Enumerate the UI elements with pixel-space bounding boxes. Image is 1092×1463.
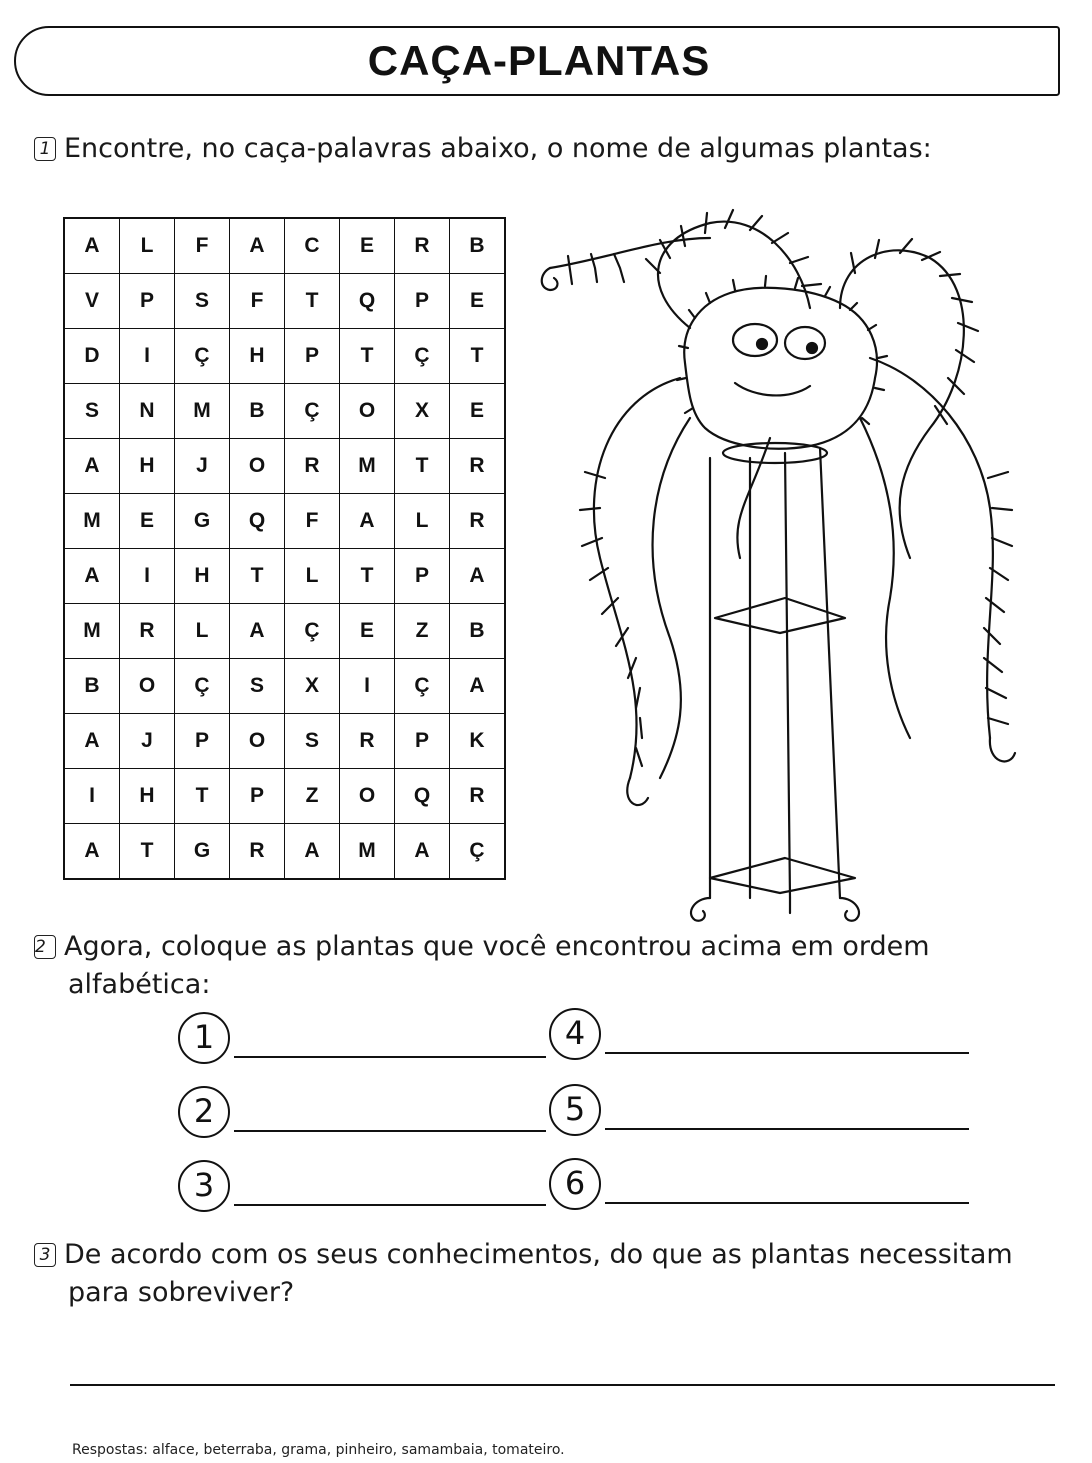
word-search-cell[interactable]: A (64, 714, 120, 769)
word-search-cell[interactable]: O (340, 384, 395, 439)
word-search-cell[interactable]: I (64, 769, 120, 824)
word-search-cell[interactable]: T (120, 824, 175, 880)
word-search-cell[interactable]: F (230, 274, 285, 329)
answer-line-6[interactable] (605, 1202, 969, 1204)
question-number-2: 2 (34, 935, 56, 959)
word-search-cell[interactable]: R (450, 494, 506, 549)
answer-line-2[interactable] (234, 1130, 546, 1132)
answers-note: Respostas: alface, beterraba, grama, pinheiro, samambaia, tomateiro. (72, 1442, 565, 1458)
word-search-cell[interactable]: Z (285, 769, 340, 824)
word-search-cell[interactable]: Ç (395, 329, 450, 384)
answer-number-4: 4 (549, 1008, 601, 1060)
word-search-cell[interactable]: L (175, 604, 230, 659)
word-search-cell[interactable]: T (230, 549, 285, 604)
word-search-cell[interactable]: Q (230, 494, 285, 549)
fern-plant-on-stand-icon (510, 178, 1070, 928)
word-search-cell[interactable]: P (120, 274, 175, 329)
question-3-line-2: para sobreviver? (68, 1277, 295, 1308)
word-search-cell[interactable]: P (395, 714, 450, 769)
word-search-row (64, 274, 505, 329)
question-3-line-1 (34, 1239, 1013, 1270)
question-3-text: De acordo com os seus conhecimentos, do que as plantas necessitam (64, 1239, 1013, 1270)
answer-number-6: 6 (549, 1158, 601, 1210)
word-search-cell[interactable]: A (64, 439, 120, 494)
word-search-cell[interactable]: R (120, 604, 175, 659)
word-search-cell[interactable]: E (450, 384, 506, 439)
question-3-answer-line[interactable] (70, 1384, 1055, 1386)
word-search-cell[interactable]: L (120, 218, 175, 274)
word-search-cell[interactable]: T (175, 769, 230, 824)
word-search-cell[interactable]: R (450, 769, 506, 824)
word-search-cell[interactable]: Q (340, 274, 395, 329)
word-search-grid (63, 217, 506, 880)
word-search-row (64, 824, 505, 880)
question-2-line-1 (34, 931, 930, 962)
word-search-cell[interactable]: M (340, 824, 395, 880)
word-search-cell[interactable]: H (230, 329, 285, 384)
page-title: CAÇA-PLANTAS (367, 37, 711, 84)
word-search-cell[interactable]: R (340, 714, 395, 769)
word-search-cell[interactable]: Ç (285, 384, 340, 439)
word-search-cell[interactable]: T (285, 274, 340, 329)
title-banner (14, 26, 1060, 96)
word-search-cell[interactable]: T (340, 549, 395, 604)
word-search-cell[interactable]: P (395, 549, 450, 604)
word-search-row (64, 329, 505, 384)
word-search-cell[interactable]: J (120, 714, 175, 769)
word-search-cell[interactable]: H (120, 769, 175, 824)
word-search-cell[interactable]: T (450, 329, 506, 384)
word-search-cell[interactable]: I (120, 549, 175, 604)
word-search-cell[interactable]: P (175, 714, 230, 769)
word-search-cell[interactable]: P (285, 329, 340, 384)
answer-number-1: 1 (178, 1012, 230, 1064)
word-search-row (64, 549, 505, 604)
word-search-cell[interactable]: M (64, 604, 120, 659)
word-search-cell[interactable]: Ç (395, 659, 450, 714)
word-search-cell[interactable]: A (395, 824, 450, 880)
word-search-cell[interactable]: G (175, 494, 230, 549)
word-search-cell[interactable]: V (64, 274, 120, 329)
word-search-cell[interactable]: A (450, 549, 506, 604)
question-2-line-2: alfabética: (68, 969, 211, 1000)
word-search-cell[interactable]: Ç (175, 329, 230, 384)
word-search-cell[interactable]: E (340, 218, 395, 274)
word-search-cell[interactable]: H (175, 549, 230, 604)
word-search-cell[interactable]: X (395, 384, 450, 439)
word-search-cell[interactable]: X (285, 659, 340, 714)
word-search-cell[interactable]: I (120, 329, 175, 384)
question-number-3: 3 (34, 1243, 56, 1267)
word-search-cell[interactable]: Z (395, 604, 450, 659)
question-2-text: Agora, coloque as plantas que você encontrou acima em ordem (64, 931, 930, 962)
word-search-cell[interactable]: P (395, 274, 450, 329)
word-search-row (64, 714, 505, 769)
word-search-row (64, 604, 505, 659)
word-search-cell[interactable]: R (395, 218, 450, 274)
word-search-cell[interactable]: R (285, 439, 340, 494)
question-number-1: 1 (34, 137, 56, 161)
word-search-cell[interactable]: A (230, 218, 285, 274)
word-search-cell[interactable]: A (230, 604, 285, 659)
word-search-cell[interactable]: P (230, 769, 285, 824)
word-search-cell[interactable]: B (64, 659, 120, 714)
word-search-cell[interactable]: I (340, 659, 395, 714)
word-search-cell[interactable]: Q (395, 769, 450, 824)
word-search-cell[interactable]: S (175, 274, 230, 329)
word-search-cell[interactable]: O (340, 769, 395, 824)
word-search-cell[interactable]: O (230, 439, 285, 494)
word-search-cell[interactable]: F (175, 218, 230, 274)
word-search-cell[interactable]: M (175, 384, 230, 439)
word-search-cell[interactable]: A (64, 549, 120, 604)
word-search-cell[interactable]: G (175, 824, 230, 880)
word-search-cell[interactable]: Ç (175, 659, 230, 714)
answer-line-3[interactable] (234, 1204, 546, 1206)
word-search-cell[interactable]: M (340, 439, 395, 494)
word-search-row (64, 769, 505, 824)
word-search-cell[interactable]: K (450, 714, 506, 769)
word-search-cell[interactable]: J (175, 439, 230, 494)
word-search-cell[interactable]: Ç (450, 824, 506, 880)
word-search-cell[interactable]: D (64, 329, 120, 384)
word-search-cell[interactable]: O (120, 659, 175, 714)
word-search-cell[interactable]: R (450, 439, 506, 494)
word-search-cell[interactable]: O (230, 714, 285, 769)
word-search-cell[interactable]: A (64, 218, 120, 274)
word-search-cell[interactable]: S (64, 384, 120, 439)
word-search-cell[interactable]: A (340, 494, 395, 549)
word-search-cell[interactable]: L (395, 494, 450, 549)
word-search-cell[interactable]: E (340, 604, 395, 659)
word-search-row (64, 439, 505, 494)
question-1 (34, 130, 932, 168)
answer-line-5[interactable] (605, 1128, 969, 1130)
answer-number-3: 3 (178, 1160, 230, 1212)
word-search-cell[interactable]: B (450, 604, 506, 659)
word-search-row (64, 384, 505, 439)
answer-number-2: 2 (178, 1086, 230, 1138)
word-search-row (64, 659, 505, 714)
word-search-cell[interactable]: C (285, 218, 340, 274)
question-3 (34, 1236, 1059, 1312)
word-search-cell[interactable]: S (285, 714, 340, 769)
word-search-cell[interactable]: E (450, 274, 506, 329)
word-search-cell[interactable]: M (64, 494, 120, 549)
word-search-cell[interactable]: R (230, 824, 285, 880)
word-search-cell[interactable]: A (450, 659, 506, 714)
word-search-cell[interactable]: L (285, 549, 340, 604)
word-search-cell[interactable]: B (450, 218, 506, 274)
word-search-cell[interactable]: E (120, 494, 175, 549)
word-search-cell[interactable]: B (230, 384, 285, 439)
word-search-cell[interactable]: N (120, 384, 175, 439)
word-search-row (64, 218, 505, 274)
word-search-row (64, 494, 505, 549)
answer-line-1[interactable] (234, 1056, 546, 1058)
word-search-cell[interactable]: H (120, 439, 175, 494)
word-search-cell[interactable]: A (64, 824, 120, 880)
answer-line-4[interactable] (605, 1052, 969, 1054)
question-1-text: Encontre, no caça-palavras abaixo, o nome de algumas plantas: (64, 133, 932, 164)
word-search-cell[interactable]: A (285, 824, 340, 880)
word-search-cell[interactable]: Ç (285, 604, 340, 659)
word-search-cell[interactable]: F (285, 494, 340, 549)
answer-number-5: 5 (549, 1084, 601, 1136)
word-search-cell[interactable]: S (230, 659, 285, 714)
question-2 (34, 928, 1059, 1004)
word-search-cell[interactable]: T (340, 329, 395, 384)
word-search-cell[interactable]: T (395, 439, 450, 494)
